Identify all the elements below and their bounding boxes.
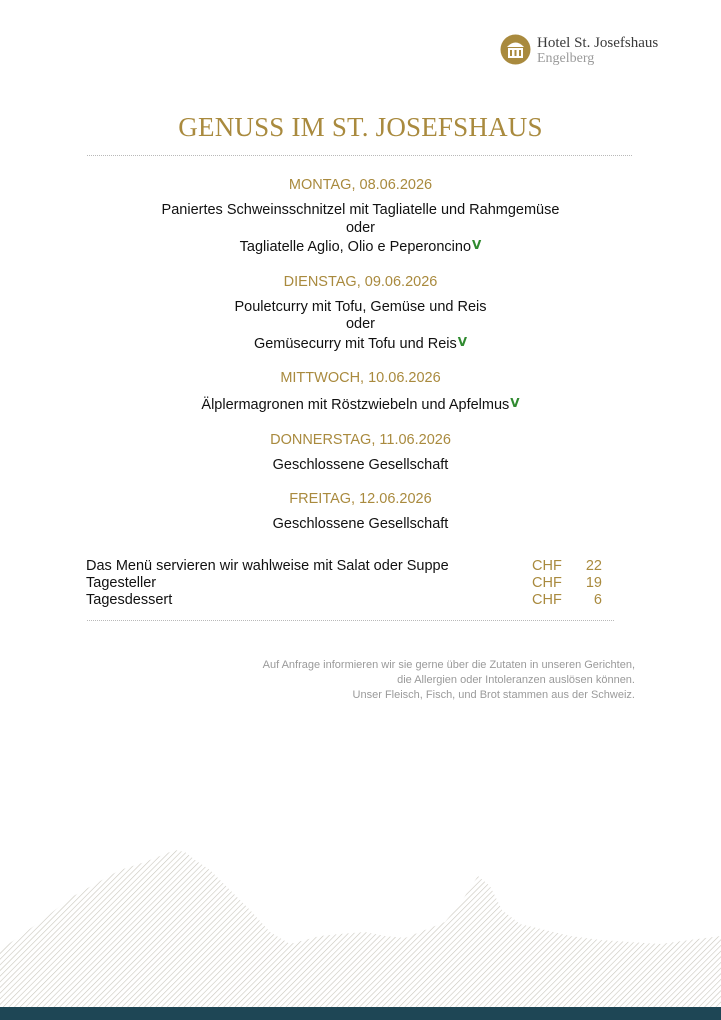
day-heading: FREITAG, 12.06.2026 — [289, 491, 432, 507]
allergy-notes — [263, 658, 635, 703]
price-currency: CHF — [532, 592, 562, 608]
hotel-name: Hotel St. Josefshaus — [537, 35, 659, 51]
menu-day — [0, 176, 721, 257]
menu-day — [0, 273, 721, 354]
hotel-place: Engelberg — [537, 51, 595, 66]
price-row — [86, 558, 606, 575]
menu-day — [0, 369, 721, 415]
note-line: Unser Fleisch, Fisch, und Brot stammen aus der Schweiz. — [352, 689, 635, 701]
title-divider — [87, 155, 632, 156]
dish-line — [0, 202, 721, 220]
dish-text: Geschlossene Gesellschaft — [272, 456, 449, 473]
dish-line — [0, 334, 721, 354]
page-title: GENUSS IM ST. JOSEFSHAUS — [178, 112, 543, 142]
dish-text: Tagliatelle Aglio, Olio e Peperoncino — [239, 239, 472, 255]
day-heading: DIENSTAG, 09.06.2026 — [283, 273, 438, 290]
dish-line — [0, 299, 721, 317]
vegetarian-icon: V — [510, 396, 520, 410]
day-heading: MITTWOCH, 10.06.2026 — [280, 370, 441, 386]
dish-text: Pouletcurry mit Tofu, Gemüse und Reis — [234, 298, 487, 315]
price-list — [86, 558, 606, 609]
dish-line — [0, 220, 721, 238]
price-divider — [87, 620, 614, 621]
dish-text: Gemüsecurry mit Tofu und Reis — [253, 335, 457, 352]
price-amount: 6 — [593, 592, 602, 608]
price-amount: 22 — [585, 558, 602, 574]
dish-line — [0, 516, 721, 534]
price-currency: CHF — [532, 558, 562, 574]
price-label: Das Menü servieren wir wahlweise mit Salat oder Suppe — [86, 558, 449, 574]
price-label: Tagesdessert — [86, 592, 173, 608]
note-line: die Allergien oder Intoleranzen auslösen können. — [397, 674, 635, 686]
dish-text: oder — [345, 219, 376, 236]
dish-text: Geschlossene Gesellschaft — [272, 516, 449, 532]
dish-text: oder — [345, 316, 376, 332]
footer-bar — [0, 1007, 721, 1020]
dish-line — [0, 395, 721, 415]
menu-day — [0, 431, 721, 475]
dish-line — [0, 237, 721, 257]
dish-text: Paniertes Schweinsschnitzel mit Tagliatelle und Rahmgemüse — [161, 202, 560, 218]
menu-day — [0, 490, 721, 534]
dish-line — [0, 316, 721, 334]
price-row — [86, 575, 606, 592]
price-amount: 19 — [585, 575, 602, 591]
price-label: Tagesteller — [86, 575, 157, 591]
hotel-logo — [500, 34, 680, 68]
day-heading: DONNERSTAG, 11.06.2026 — [270, 431, 451, 448]
dish-line — [0, 457, 721, 475]
price-currency: CHF — [532, 575, 562, 591]
dish-text: Älplermagronen mit Röstzwiebeln und Apfelmus — [201, 397, 510, 413]
price-row — [86, 592, 606, 609]
weekly-menu — [0, 176, 721, 534]
note-line: Auf Anfrage informieren wir sie gerne über die Zutaten in unseren Gerichten, — [262, 659, 635, 671]
day-heading: MONTAG, 08.06.2026 — [288, 177, 433, 193]
vegetarian-icon: V — [457, 334, 468, 349]
mountain-silhouette — [0, 840, 721, 1010]
hotel-emblem-icon — [500, 34, 531, 65]
vegetarian-icon: V — [472, 238, 482, 252]
